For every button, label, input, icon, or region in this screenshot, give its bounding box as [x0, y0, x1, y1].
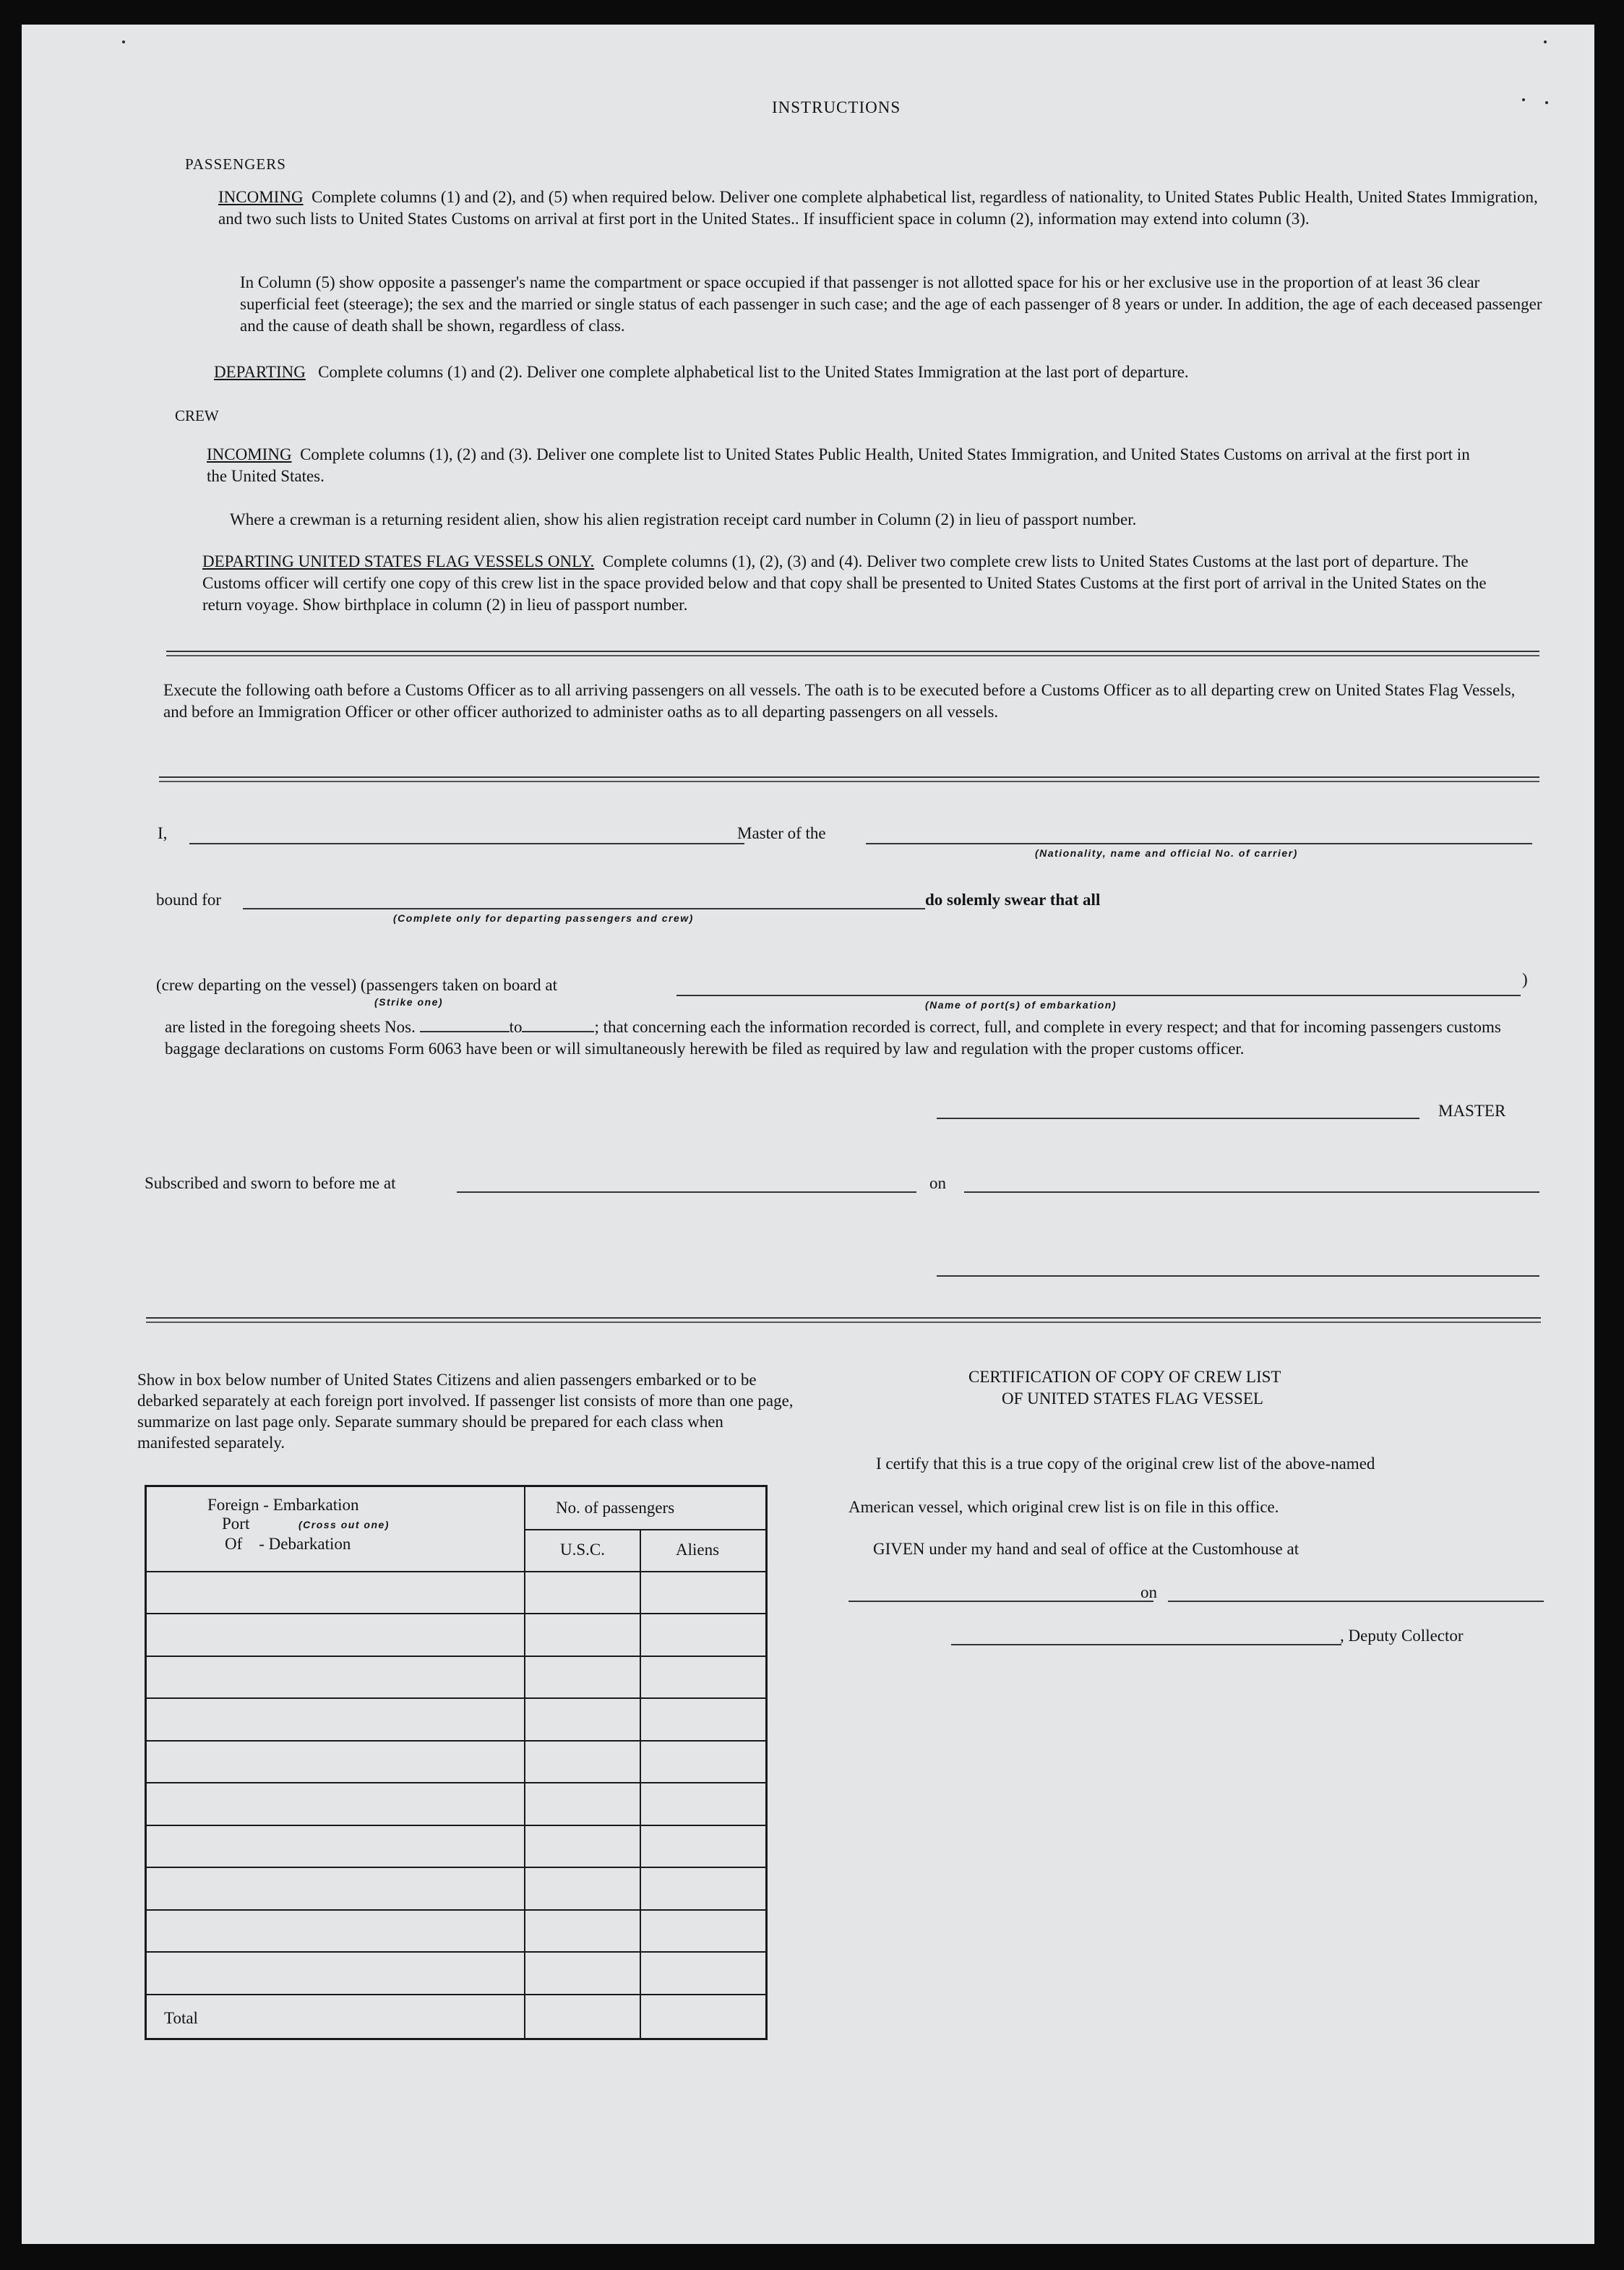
- crew-departing-text: (crew departing on the vessel) (passengers taken on board at: [156, 976, 557, 994]
- master-name-field[interactable]: [189, 843, 744, 844]
- closing-paren: ): [1522, 970, 1528, 988]
- passengers-incoming-text: Complete columns (1) and (2), and (5) when required below. Deliver one complete alphabetical list, regardless of nationality, to United States Public Health, United States Immigration, and two such lists to United States Customs on arrival at first port in the United States.. If insufficient space in column (2), information may extend into column (3).: [218, 188, 1538, 228]
- section-divider: [146, 1317, 1541, 1323]
- page-title: INSTRUCTIONS: [772, 98, 901, 116]
- bound-for-field[interactable]: [243, 908, 925, 909]
- table-column-divider: [640, 1529, 641, 2038]
- officer-signature-line[interactable]: [937, 1275, 1539, 1277]
- sheet-from-field[interactable]: [420, 1018, 510, 1032]
- no-passengers-header: No. of passengers: [556, 1499, 675, 1517]
- crew-incoming-text: Complete columns (1), (2) and (3). Deliver one complete list to United States Public Health, United States Immigration, and United States Customs on arrival at the first port in the United States.: [207, 445, 1470, 485]
- crew-incoming-paragraph: [207, 444, 1486, 487]
- section-divider: [166, 651, 1539, 656]
- crew-departing-paragraph: [202, 551, 1511, 616]
- table-row-divider: [147, 1571, 765, 1572]
- table-row[interactable]: [147, 1613, 765, 1614]
- summary-table: [145, 1485, 768, 2040]
- master-label: MASTER: [1438, 1102, 1506, 1120]
- table-row[interactable]: [147, 1825, 765, 1826]
- port-note: (Name of port(s) of embarkation): [925, 999, 1117, 1011]
- passengers-departing-label: DEPARTING: [214, 363, 306, 381]
- usc-header: U.S.C.: [560, 1541, 605, 1559]
- master-of-the-label: Master of the: [737, 824, 826, 842]
- foreign-embarkation-header: Foreign - Embarkation: [207, 1496, 359, 1514]
- passengers-column5-paragraph: In Column (5) show opposite a passenger's name the compartment or space occupied if that passenger is not allotted space for his or her exclusive use in the proportion of at least 36 clear superficial feet (steerage); the sex and the married or single status of each passenger in such case; and the age of each passenger of 8 years or under. In addition, the age of each deceased passenger and the cause of death shall be shown, regardless of class.: [240, 273, 1542, 335]
- passengers-heading: PASSENGERS: [185, 155, 286, 173]
- document-page: [22, 25, 1594, 2244]
- do-swear-text: do solemly swear that all: [925, 891, 1101, 909]
- table-column-divider: [524, 1487, 525, 2038]
- sworn-on-label: on: [929, 1174, 946, 1192]
- are-listed-rest: ; that concerning each the information recorded is correct, full, and complete in every respect; and that for incoming passengers customs baggage declarations on customs Form 6063 have been or will simultaneously herewith be filed as required by law and regulation with the proper customs officer.: [165, 1018, 1501, 1058]
- aliens-header: Aliens: [676, 1541, 720, 1559]
- deputy-signature-line[interactable]: [951, 1644, 1341, 1645]
- certification-heading-1: CERTIFICATION OF COPY OF CREW LIST: [968, 1368, 1281, 1386]
- scan-speck: [1522, 98, 1525, 101]
- table-row[interactable]: [147, 1951, 765, 1953]
- table-row[interactable]: [147, 1740, 765, 1742]
- sheet-to-field[interactable]: [522, 1018, 594, 1032]
- crew-heading: CREW: [175, 407, 219, 424]
- table-row[interactable]: [147, 1782, 765, 1783]
- scan-speck: [122, 40, 125, 43]
- nationality-note: (Nationality, name and official No. of carrier): [1035, 847, 1298, 859]
- customhouse-field[interactable]: [848, 1601, 1153, 1602]
- certification-text-1: I certify that this is a true copy of the original crew list of the above-named: [876, 1455, 1375, 1473]
- certification-heading-2: OF UNITED STATES FLAG VESSEL: [1002, 1389, 1263, 1408]
- subscribed-label: Subscribed and sworn to before me at: [145, 1174, 396, 1192]
- table-row[interactable]: [147, 1656, 765, 1657]
- scan-speck: [1544, 40, 1547, 43]
- table-row[interactable]: [147, 1867, 765, 1868]
- crew-incoming-label: INCOMING: [207, 445, 292, 463]
- oath-i-label: I,: [158, 824, 168, 842]
- to-label: to: [509, 1018, 523, 1036]
- sworn-place-field[interactable]: [457, 1191, 916, 1193]
- strike-one-note: (Strike one): [374, 996, 444, 1008]
- total-label: Total: [164, 2009, 198, 2027]
- scan-speck: [1545, 101, 1548, 104]
- table-row[interactable]: [147, 1994, 765, 1995]
- are-listed-label: are listed in the foregoing sheets Nos.: [165, 1018, 416, 1036]
- table-row[interactable]: [147, 1909, 765, 1911]
- passengers-incoming-paragraph: [218, 187, 1541, 230]
- certification-text-2: American vessel, which original crew list is on file in this office.: [848, 1498, 1279, 1516]
- passengers-departing-paragraph: [214, 361, 1189, 383]
- table-row-divider: [524, 1529, 765, 1530]
- bound-for-label: bound for: [156, 891, 222, 909]
- departing-note: (Complete only for departing passengers and crew): [393, 912, 694, 924]
- of-debarkation-header: Of - Debarkation: [225, 1535, 351, 1553]
- crew-departing-label: DEPARTING UNITED STATES FLAG VESSELS ONLY.: [202, 552, 595, 570]
- carrier-field[interactable]: [866, 843, 1532, 844]
- cross-out-note: (Cross out one): [298, 1519, 390, 1530]
- port-header: Port: [222, 1515, 250, 1533]
- oath-instruction: Execute the following oath before a Customs Officer as to all arriving passengers on all vessels. The oath is to be executed before a Customs Officer as to all departing crew on United States Flag Vessels, and before an Immigration Officer or other officer authorized to administer oaths as to all departing passengers on all vessels.: [163, 681, 1516, 721]
- sworn-date-field[interactable]: [964, 1191, 1539, 1193]
- certification-given: GIVEN under my hand and seal of office at the Customhouse at: [873, 1540, 1299, 1558]
- port-embarkation-field[interactable]: [676, 995, 1521, 996]
- passengers-departing-text: Complete columns (1) and (2). Deliver one complete alphabetical list to the United States Immigration at the last port of departure.: [318, 363, 1189, 381]
- certification-date-field[interactable]: [1168, 1601, 1544, 1602]
- section-divider: [159, 776, 1539, 782]
- master-signature-line[interactable]: [937, 1118, 1419, 1119]
- are-listed-paragraph: [165, 1016, 1528, 1060]
- crew-departing-text: Complete columns (1), (2), (3) and (4). Deliver two complete crew lists to United States Customs at the last port of departure. The Customs officer will certify one copy of this crew list in the space provided below and that copy shall be presented to United States Customs at the first port of arrival in the United States on the return voyage. Show birthplace in column (2) in lieu of passport number.: [202, 552, 1487, 614]
- crew-resident-text: Where a crewman is a returning resident alien, show his alien registration receipt card number in Column (2) in lieu of passport number.: [230, 510, 1137, 528]
- table-row[interactable]: [147, 1697, 765, 1699]
- certification-on-label: on: [1140, 1583, 1157, 1601]
- summary-instruction: Show in box below number of United States Citizens and alien passengers embarked or to be debarked separately at each foreign port involved. If passenger list consists of more than one page, summarize on last page only. Separate summary should be prepared for each class when manifested separately.: [137, 1371, 794, 1452]
- deputy-collector-label: , Deputy Collector: [1340, 1627, 1464, 1645]
- passengers-incoming-label: INCOMING: [218, 188, 304, 206]
